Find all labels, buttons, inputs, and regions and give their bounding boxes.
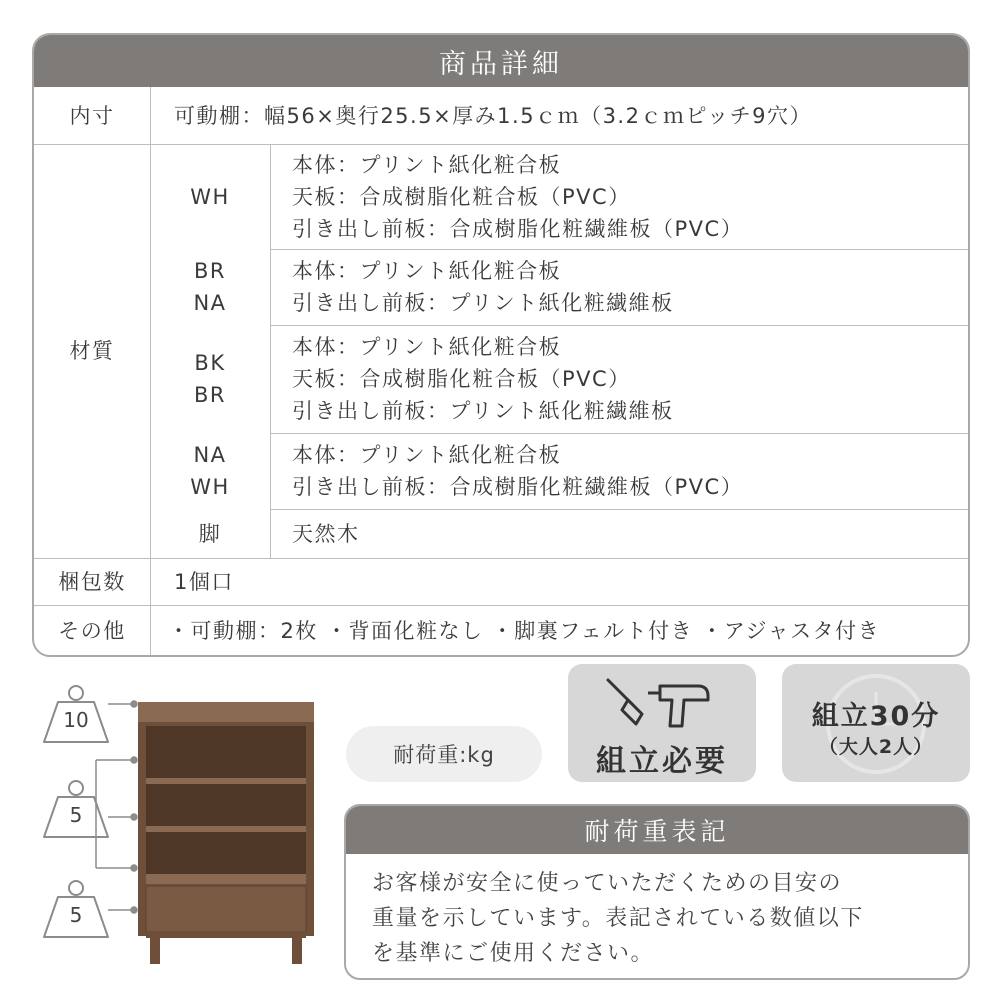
material-detail-cell xyxy=(292,249,968,325)
material-color-code: NA xyxy=(193,443,227,467)
assembly-required-badge xyxy=(568,664,756,782)
dimensions-label: 内寸 xyxy=(69,103,115,128)
material-line: 天然木 xyxy=(292,521,360,546)
other-label: その他 xyxy=(58,619,126,643)
material-line: 天板：合成樹脂化粧合板（PVC） xyxy=(292,184,631,209)
material-detail-cell xyxy=(292,509,968,558)
material-color-code: BR xyxy=(194,259,226,283)
material-line: 引き出し前板：プリント紙化粧繊維板 xyxy=(292,291,674,315)
assembly-required-text: 組立必要 xyxy=(596,744,728,779)
other-value: ・可動棚：2枚 ・背面化粧なし ・脚裏フェルト付き ・アジャスタ付き xyxy=(168,619,881,643)
material-label: 材質 xyxy=(69,339,115,363)
material-color-code: NA xyxy=(193,291,227,315)
material-line: 天板：合成樹脂化粧合板（PVC） xyxy=(292,367,631,391)
material-color-cell xyxy=(150,325,270,433)
shelf-cabinet-illustration xyxy=(138,702,314,964)
material-line: 引き出し前板：プリント紙化粧繊維板 xyxy=(292,399,674,423)
load-notice xyxy=(344,804,970,980)
notice-line: お客様が安全に使っていただくための目安の xyxy=(372,871,843,896)
weight-value: 5 xyxy=(69,903,83,927)
material-color-code: 脚 xyxy=(198,521,222,546)
packages-label: 梱包数 xyxy=(58,569,126,594)
material-color-code: WH xyxy=(190,184,230,209)
material-color-cell xyxy=(150,509,270,558)
material-color-cell xyxy=(150,433,270,509)
material-color-cell xyxy=(150,144,270,249)
dimensions-value: 可動棚：幅56×奥行25.5×厚み1.5ｃｍ（3.2ｃｍピッチ9穴） xyxy=(174,103,812,128)
notice-body xyxy=(372,866,952,971)
material-color-code: BK xyxy=(194,351,226,375)
weight-value: 10 xyxy=(63,708,89,732)
weight-value: 5 xyxy=(69,803,83,827)
material-color-code: BR xyxy=(194,383,226,407)
material-line: 引き出し前板：合成樹脂化粧繊維板（PVC） xyxy=(292,475,744,499)
material-color-cell xyxy=(150,249,270,325)
spec-title: 商品詳細 xyxy=(34,35,968,87)
tools-icon xyxy=(598,672,722,734)
load-capacity-pill: 耐荷重:kg xyxy=(346,726,542,782)
assembly-people-text: （大人2人） xyxy=(818,736,934,758)
material-color-code: WH xyxy=(190,475,230,499)
spec-table xyxy=(32,33,970,657)
material-line: 引き出し前板：合成樹脂化粧繊維板（PVC） xyxy=(292,216,744,241)
material-detail-cell xyxy=(292,433,968,509)
material-line: 本体：プリント紙化粧合板 xyxy=(292,152,562,177)
notice-line: を基準にご使用ください。 xyxy=(372,941,655,966)
packages-value: 1個口 xyxy=(174,569,234,594)
assembly-time-badge xyxy=(782,664,970,782)
material-detail-cell xyxy=(292,325,968,433)
notice-title: 耐荷重表記 xyxy=(346,806,968,854)
material-line: 本体：プリント紙化粧合板 xyxy=(292,259,562,283)
assembly-time-text: 組立30分 xyxy=(811,701,941,732)
column-divider xyxy=(270,144,271,558)
material-line: 本体：プリント紙化粧合板 xyxy=(292,443,562,467)
material-detail-cell xyxy=(292,144,968,249)
material-line: 本体：プリント紙化粧合板 xyxy=(292,335,562,359)
notice-line: 重量を示しています。表記されている数値以下 xyxy=(372,906,864,931)
